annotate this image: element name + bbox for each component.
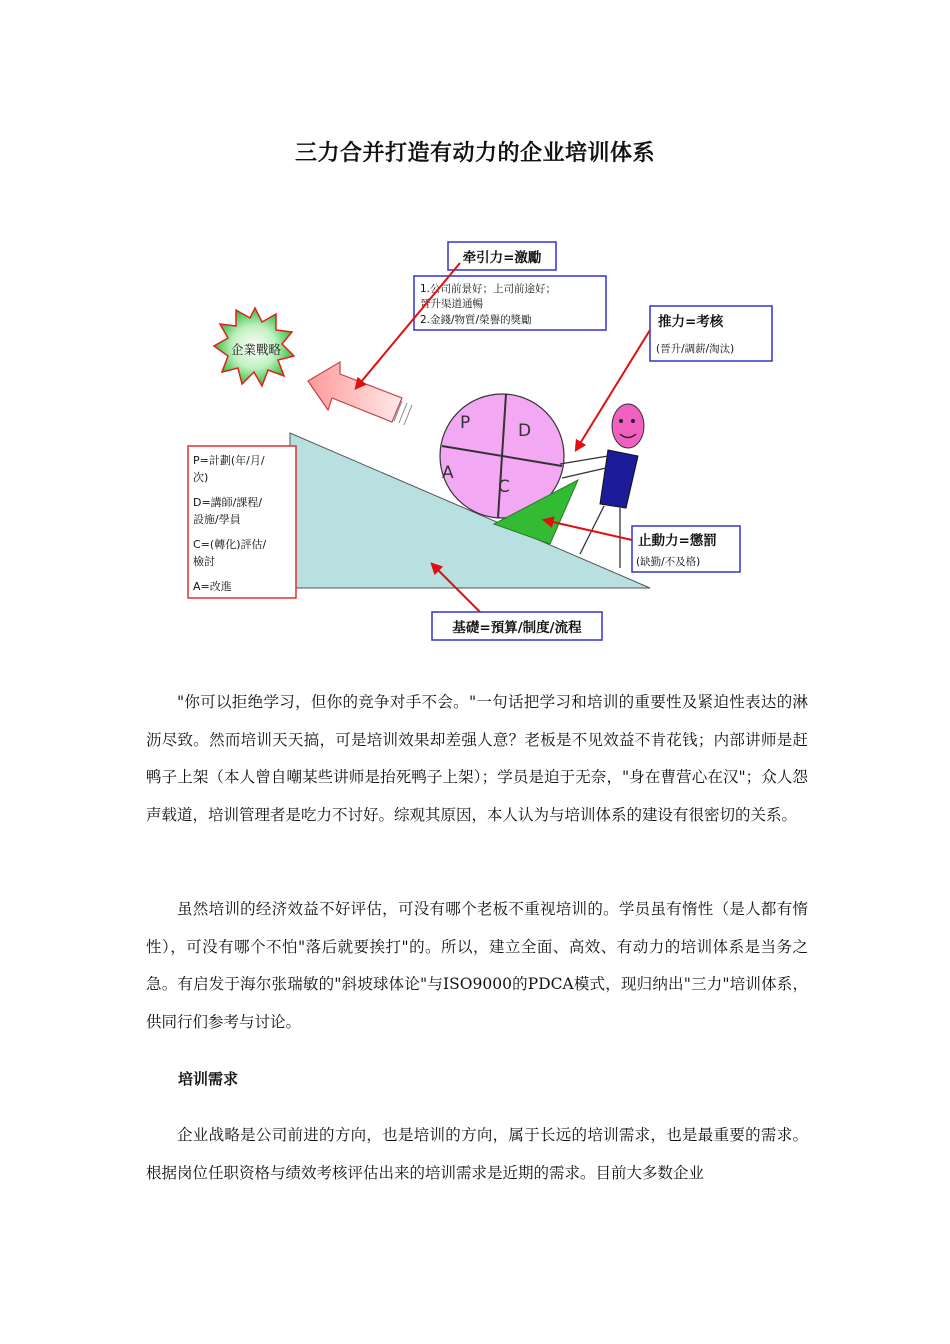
ball-c: C: [498, 477, 510, 497]
pull-line3: 2.金錢/物質/榮譽的獎勵: [420, 314, 532, 326]
paragraph-1: "你可以拒绝学习，但你的竞争对手不会。"一句话把学习和培训的重要性及紧迫性表达的淋沥尽致。然而培训天天搞，可是培训效果却差强人意？老板是不见效益不肯花钱；内部讲师是赶鸭子上架（本人曾自嘲某些讲师是抬死鸭子上架）；学员是迫于无奈，"身在曹营心在汉"；众人怨声载道，培训管理者是吃力不讨好。综观其原因，本人认为与培训体系的建设有很密切的关系。: [146, 693, 808, 824]
legend-c2: 檢討: [193, 555, 215, 568]
legend-c1: C=(轉化)評估/: [193, 538, 267, 551]
paragraph-3: 企业战略是公司前进的方向，也是培训的方向，属于长远的培训需求，也是最重要的需求。根据岗位任职资格与绩效考核评估出来的培训需求是近期的需求。目前大多数企业: [146, 1126, 808, 1182]
legend-d1: D=講師/課程/: [193, 496, 263, 509]
pull-line2: 晉升渠道通暢: [420, 298, 483, 310]
person-body: [600, 450, 638, 508]
push-detail: (晉升/調薪/淘汰): [656, 343, 735, 355]
big-pull-arrow: [308, 362, 402, 422]
ball-p: P: [460, 413, 471, 433]
stop-detail: (缺勤/不及格): [636, 556, 701, 568]
paragraph-2: 虽然培训的经济效益不好评估，可没有哪个老板不重视培训的。学员虽有惰性（是人都有惰性），可没有哪个不怕"落后就要挨打"的。所以，建立全面、高效、有动力的培训体系是当务之急。有启发于海尔张瑞敏的"斜坡球体论"与ISO9000的PDCA模式，现归纳出"三力"培训体系，供同行们参考与讨论。: [146, 900, 808, 1031]
ball-d: D: [518, 421, 532, 441]
push-title: 推力=考核: [658, 314, 724, 330]
stop-title: 止動力=懲罰: [638, 533, 717, 549]
legend-p2: 次): [193, 471, 209, 484]
person-head: [612, 404, 644, 448]
pull-title: 牵引力=激勵: [462, 250, 542, 266]
three-forces-diagram: [180, 238, 780, 646]
legend-p1: P=計劃(年/月/: [193, 454, 265, 467]
base-title: 基礎=預算/制度/流程: [452, 620, 582, 636]
ball-a: A: [442, 463, 454, 483]
pull-line1: 1.公司前景好；上司前途好；: [420, 283, 557, 295]
legend-d2: 設施/學員: [193, 513, 241, 526]
section-heading-training-needs: 培训需求: [178, 1070, 239, 1088]
legend-a1: A=改進: [193, 580, 232, 593]
strategy-burst-label: 企業戰略: [230, 342, 282, 357]
page-title: 三力合并打造有动力的企业培训体系: [294, 141, 655, 166]
